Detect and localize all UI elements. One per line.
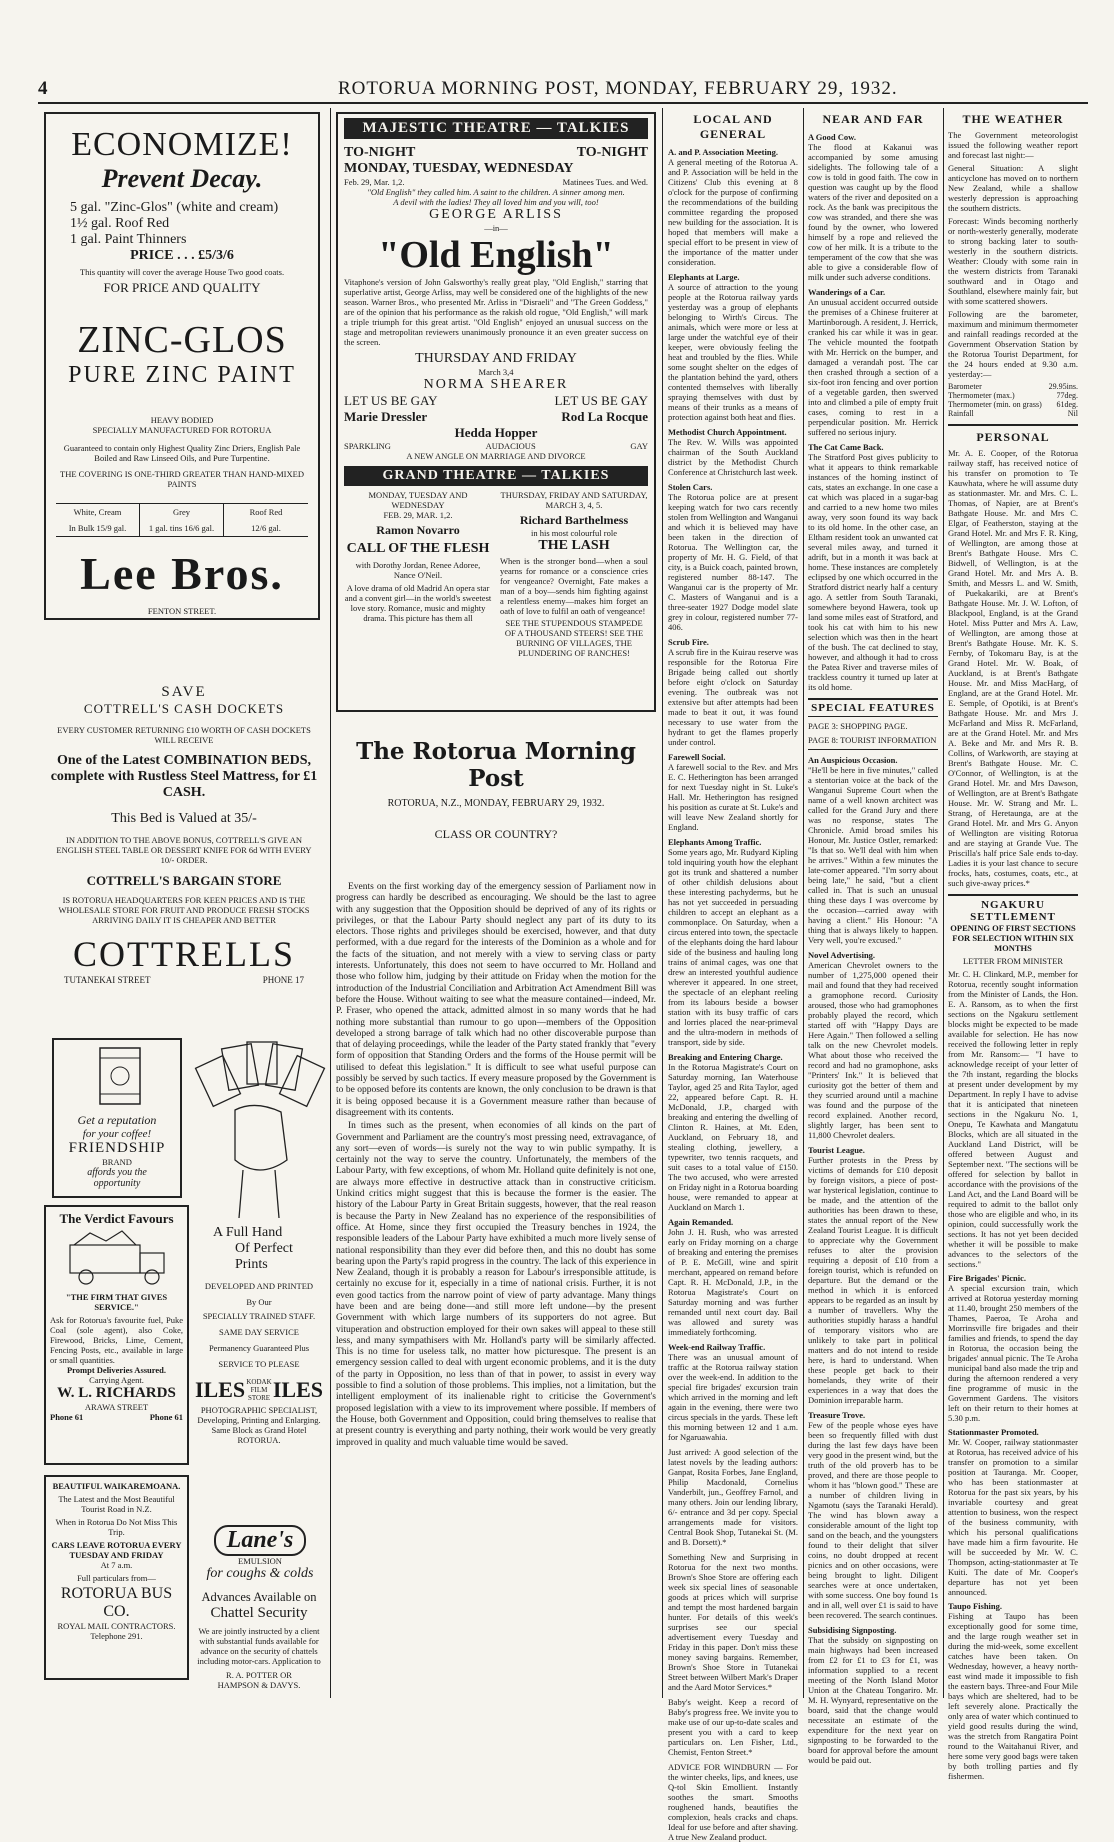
tag-1: SPARKLING (344, 441, 391, 451)
item-text: There was an unusual amount of traffic at the Rotorua railway station over the week-end. In addition to the special fire brigades' excursion train which arrived in the morning and left again in the evening, there were two circus specials in the yards. These left this morning between 12 and 1 a.m. for Ngaruawahia. (668, 1352, 798, 1442)
tonight-right: TO-NIGHT (576, 145, 648, 160)
ad-footer (50, 975, 318, 985)
weather-label: Thermometer (max.) (948, 391, 1015, 400)
ad-mail: ROYAL MAIL CONTRACTORS. (57, 1621, 176, 1631)
ad-verdict-favours (44, 1205, 189, 1465)
ad-title-2: Of Perfect Prints (235, 1241, 293, 1272)
table-cell: 1 gal. tins 16/6 gal. (140, 520, 224, 536)
item-heading: Wanderings of a Car. (808, 287, 886, 297)
item-text: The flood at Kakanui was accompanied by some amusing sidelights. The following tale of a cow is told in good faith. The cow in question was caught up by the flood waters of the river and deposited on a rock. As the bank was precipitous the cow was stranded, and there she was found by the owner, who lowered himself by a rope and relieved the cow of her milk. It is a tribute to the temperament of the cow that she was able to give a considerable flow of milk under such adverse conditions. (808, 142, 938, 282)
majestic-star: GEORGE ARLISS (429, 207, 563, 222)
taupo-text: Fishing at Taupo has been exceptionally good for some time, and the large rough weather set in during the mid-week, some excellent catches have been taken. On Wednesday, however, a heavy north-east wind made it impossible to fish the eastern bays. Three-and Four Mile bays which are sheltered, had to be left severely alone. Practically the only area of water which continued to yield good results during the wind, was the stretch from Rangatira Point round to the Waitahanui River, and here some very good bags were taken by both trolling parties and fly fishermen. (948, 1611, 1078, 1781)
personal-heading: PERSONAL (948, 424, 1078, 445)
ad-friendship-coffee (52, 1038, 182, 1198)
coffee-tin-icon (58, 1044, 178, 1108)
ad-firm: "THE FIRM THAT GIVES SERVICE." (65, 1292, 168, 1312)
ad-line-4: SAME DAY SERVICE (219, 1327, 299, 1337)
left-with: with Dorothy Jordan, Renee Adoree, Nance O'Neil. (355, 560, 481, 580)
item-text: That the subsidy on signposting on main highways had been increased from £2 for £1 to £3 for £1, was information supplied to a recent meeting of the North Island Motor Union at the Chateau Tongariro. Mr. M. H. Wynyard, representative on the board, said that the change would necessitate an estimate of the expenditure for the next year on signposting to be forwarded to the board for approval before the amount would be paid out. (808, 1635, 938, 1765)
ad-cottrells (44, 680, 324, 1020)
editorial-paragraph: Events on the first working day of the emergency session of Parliament now in progress can hardly be described as encouraging. We should be the last to agree with any suggestion that the Opposition should be deprived of any of its rights or privileges, or that the Labour Party should neglect any part of its duty to its electors. Those rights and privileges should be exercised, however, and that duty performed, with a due regard for the interests of the Dominion as a whole and for the facts of the situation, and not merely with a view to serving class or party interests. Unfortunately, this does not seem to have occurred to Mr. Holland and those who follow him, judging by their attitude on Friday when the motion for the introduction of the Industrial Conciliation and Arbitration Act Amendment Bill was before the House. Without waiting to see what the measure contained—indeed, Mr. P. Fraser, who opened the attack, admitted almost in so many words that he had nothing more substantial than rumour to go upon—members of the Opposition developed a strong barrage of talk which had no other discoverable purpose than that of delaying proceedings, while the leader of the Party stated frankly that "every form of opposition that Standing Orders and the forms of the House permit will be utilised to defeat this legislation." It is difficult to see what useful purpose can possibly be served by such tactics. If every measure proposed by the Government is to be opposed before its contents are known, the only conclusion to be drawn is that it is being opposed because it is a Government measure rather than because of disagreement with its contents. (336, 882, 656, 1118)
ad-sub: Chattel Security (210, 1605, 308, 1621)
right-blurb: When is the stronger bond—when a soul yearns for romance or a conscience cries for vengeance? Overnight, Fate makes a man of a boy—sends him fighting against a relentless enemy—makes him forget an oath of love to fulfil an oath of vengeance! (500, 556, 648, 616)
ad-beds: One of the Latest COMBINATION BEDS, complete with Rustless Steel Mattress, for £1 CASH. (50, 753, 318, 800)
left-blurb: A love drama of old Madrid An opera star and a convent girl—in the world's sweetest love story. Romance, music and mighty drama. This picture has them all (344, 583, 492, 623)
gay-right: LET US BE GAY (554, 393, 648, 408)
editorial-title: CLASS OR COUNTRY? (434, 827, 558, 841)
item-text: John J. H. Rush, who was arrested early on Friday morning on a charge of breaking and entering the premises of P. E. McGill, wine and spirit merchant, appeared on remand before Capt. R. H. McDonald, J.P., in the Rotorua Magistrate's Court on Saturday morning and was further remanded until next court day. Bail was allowed and surety was immediately forthcoming. (668, 1227, 798, 1337)
majestic-norma: NORMA SHEARER (423, 377, 569, 392)
cast-3: Hedda Hopper (454, 425, 538, 440)
ad-text: We are jointly instructed by a client with substantial funds available for advance on the security of chattels including motor-cars. Application to (197, 1626, 321, 1666)
fire-heading: Fire Brigades' Picnic. (948, 1273, 1026, 1283)
ad-note: This quantity will cover the average House Two good coats. (79, 267, 285, 277)
ad-firm: Lee Bros. (80, 548, 284, 599)
left-star: Ramon Novarro (376, 523, 460, 537)
column-rule (330, 108, 331, 1698)
item-heading: An Auspicious Occasion. (808, 755, 898, 765)
table-cell: Roof Red (249, 507, 283, 517)
ad-covering: THE COVERING IS ONE-THIRD GREATER THAN HAND-MIXED PAINTS (60, 469, 304, 489)
right-star: Richard Barthelmess (519, 513, 629, 527)
ad-text: Ask for Rotorua's favourite fuel, Puke Coal (sole agent), also Coke, Firewood, Bricks, Lime, Cement, Fencing Posts, etc., available in large or small quantities. (50, 1315, 183, 1365)
item-text: A source of attraction to the young people at the Rotorua railway yards yesterday was a group of elephants belonging to Wirth's Circus. The animals, which were more or less at large under the watchful eye of their keeper, were obviously feeling the heat and troubled by the flies. While some sought shelter on the edges of the plantation behind the yard, others contented themselves with liberally spraying themselves with dust by means of their trunks as a means of protection against both heat and flies. (668, 282, 798, 422)
station-text: Mr. W. Cooper, railway stationmaster at Rotorua, has received advice of his transfer on promotion to a similar position at Tauranga. Mr. Cooper, who has been stationmaster at Rotorua for the past six years, by his invariable courtesy and great attention to business, won the respect of the business community, with which his personal qualifications have made him a firm favourite. He will be succeeded by Mr. W. C. Thompson, acting-stationmaster at Te Kuiti. The date of Mr. Cooper's departure has not yet been announced. (948, 1437, 1078, 1597)
station-heading: Stationmaster Promoted. (948, 1427, 1039, 1437)
item-text: The Stratford Post gives publicity to what it appears to think remarkable instances of the homing instinct of cats, states an exchange. In one case a cat which was placed in a sugar-bag and carried to a new home two miles away, very soon found its way back to its old home. In the other case, an Eltham resident took an unwanted cat several miles away, and turned it adrift, but in a month it was back at home. These instances are completely eclipsed by one which occurred in the Stratford district nearly half a century ago. A settler from South Taranaki, somewhere beyond Hawera, took up land some miles east of Stratford, and took his cat with him to his new selection which was then in the heart of the bush. The cat declined to stay, however, and although it had to cross the Patea River and traverse miles of trackless country it turned up later at its old home. (808, 452, 938, 692)
ad-street: FENTON STREET. (147, 606, 217, 616)
item-text: A scrub fire in the Kuirau reserve was responsible for the Rotorua Fire Brigade being called out shortly before eight o'clock on Saturday evening. The outbreak was not extensive but after attempts had been made to beat it out, it was found necessary to use water from the hydrant to get the flames properly under control. (668, 647, 798, 747)
weather-forecast: Forecast: Winds becoming northerly or north-westerly generally, moderate to strong backing later to south-westerly in the southern districts. Weather: Cloudy with some rain in the western districts from Taranaki southward and in Otago and Southland, elsewhere mainly fair, but with some scattered showers. (948, 216, 1078, 306)
ad-phone: Telephone 291. (90, 1631, 143, 1641)
ad-phones (50, 1412, 183, 1422)
section-heading: NEAR AND FAR (822, 112, 924, 126)
gay-left: LET US BE GAY (344, 393, 438, 408)
grand-right (500, 490, 648, 658)
ad-name-2: HAMPSON & DAVYS. (217, 1680, 301, 1690)
right-column (948, 112, 1078, 1781)
ad-street: TUTANEKAI STREET (64, 975, 151, 985)
ad-advances (196, 1590, 322, 1700)
tag-2: AUDACIOUS (485, 441, 536, 451)
majestic-banner: MAJESTIC THEATRE — TALKIES (344, 118, 648, 139)
ad-line-4: At 7 a.m. (100, 1560, 133, 1570)
weather-intro: The Government meteorologist issued the following weather report and forecast last night:— (948, 130, 1078, 160)
ad-lee-bros (44, 112, 320, 620)
item-heading: Elephants at Large. (668, 272, 740, 282)
special-page-8: PAGE 8: TOURIST INFORMATION (808, 735, 938, 750)
gay-row (344, 393, 648, 409)
ad-line-2: When in Rotorua Do Not Miss This Trip. (55, 1517, 178, 1537)
ad-iles-left: ILES (195, 1377, 246, 1402)
weather-row (948, 382, 1078, 391)
weather-label: Thermometer (min. on grass) (948, 400, 1042, 409)
ad-phone: PHONE 17 (262, 975, 304, 985)
ad-line-5: Permanency Guaranteed Plus (208, 1343, 310, 1353)
item-heading: Week-end Railway Traffic. (668, 1342, 766, 1352)
left-dates: FEB. 29, MAR. 1,2. (383, 510, 453, 520)
ad-line-2: for your coffee! (82, 1128, 152, 1140)
item-text: The Rev. W. Wills was appointed chairman of the South Auckland district by the Methodist Church Conference at Christchurch last week. (668, 437, 798, 477)
ad-title-1: A Full Hand (213, 1225, 283, 1240)
ad-brand: FRIENDSHIP (68, 1140, 166, 1156)
ad-line-5: Full particulars from— (77, 1573, 156, 1583)
page-number: 4 (38, 78, 49, 99)
personal-text: Mr. A. E. Cooper, of the Rotorua railway staff, has received notice of his transfer on promotion to Te Kauwhata, where he will assume duty as stationmaster. Mr. and Mrs. C. L. Thomas, of Napier, are at Brent's Bathgate House. Mr. and Mrs C. Elgar, of Featherston, staying at the Grand Hotel. Mr. and Mrs F. R. King, of Wellington, are among those at Brent's Bathgate House. Mrs C. Bidwell, of Wellington, is at the Grand Hotel. Mr. and Mrs A. B. Smith, and Messrs L. and W. Smith, of Puekakariki, are at Brent's Bathgate House. Mr. J. W. Lofton, of Blackpool, England, is at the Grand Hotel. Miss Putter and Mrs A. Law, of Wellington, are among those at Brent's Bathgate House. Mr. K. S. Fernby, of Tokomaru Bay, is at the Grand Hotel. Mr. W. Boak, of Auckland, is at Brent's Bathgate House. Mr. and Miss MacHarg, of England, are at the Grand Hotel. Mr. E. Semple, of Opotiki, is at Brent's Bathgate House. Mr. and Mrs J. McFarland and Miss R. McFarland, are at the Grand Hotel. Mr. and Mrs A. Beke and Mr. and Mrs R. B. Collins, of Warkworth, are staying at Brent's Bathgate House. Mr. C. O'Connor, of Wellington, is at the Grand Hotel. Mr. and Mrs Dawson, of Wellington, are at Brent's Bathgate House. Mr. W. Strang and Mr. L. Strang, of Heretaunga, are at the Grand Hotel. Mr. and Mrs G. Anyon of Wellington are visiting Rotorua and are staying at Grande Vue. The Priscilla's half price Sale ends to-day. Ladies it is your last chance to secure frocks, hats, costumes, coats, etc., at such give-away prices.* (948, 448, 1078, 888)
ad-slogan: for coughs & colds (206, 1566, 314, 1581)
ad-line-1: Get a reputation (77, 1113, 157, 1127)
hand-of-cards-icon (195, 1030, 323, 1220)
theatre-ads (336, 112, 656, 712)
ad-line-4: affords you the (87, 1167, 147, 1178)
ad-company: ROTORUA BUS CO. (60, 1585, 173, 1620)
editorial-paragraph: In times such as the present, when economies of all kinds on the part of Government and Parliament are the country's most pressing need, extravagance, of any sort—even of words—is surely not the way to win public sympathy. It is certainly not the way to serve the country. Unfortunately, the members of the Labour Party, with few exceptions, of whom Mr. Holland quite definitely is not one, are always more effective in destructive attack than in constructive criticism. Unkind critics might suggest that this is because the former is the easier. The history of the Labour Party in Great Britain suggests, however, that the real reason is because the Party in New Zealand has no experience of the responsibilities of office. At Home, since they first occupied the Treasury benches in 1924, the responsible leaders of the Labour Party have exhibited a much more lively sense of national responsibility than they ever did before then, and this no doubt has some bearing upon the Party's rapid progress in the country. The lack of this experience in New Zealand, though it is probably a reason for Labour's irresponsible attitude, is certainly no excuse for it, especially in a time of national crisis. Further, it is not even good tactics from the narrow point of view of party advantage. Many things have been and are being done—and still more left undone—by the present Government with which large numbers of its supporters do not agree. But vituperation and obstruction employed for their own sakes will appeal to these still less, and many sympathisers with Mr. Holland's party will be similarly affected. This is no time for useless talk, no matter how picturesque. The present is an emergency session called to deal with urgent economic problems, and it is the duty of the party in Opposition, no less than of that in power, to assist in every way possible to find a solution of those problems. This implies, not a limitation, but the intelligent employment of its inalienable right to criticise the Government's proposed legislation with a view to its improvement where possible. If members of the House, both Government and Opposition, could bring themselves to realise that at present country is everything and party nothing, their work would be very greatly improved in quality and much valuable time would be saved. (336, 1121, 656, 1448)
near-list-2 (808, 755, 938, 1765)
special-page-3: PAGE 3: SHOPPING PAGE. (808, 721, 908, 731)
item-text: Further protests in the Press by victims of demands for £10 deposit by foreign visitors, a piece of post-war hysterical legislation, continue to be made, and the attention of the authorities has been drawn to these, states the annual report of the New Zealand Tourist League. It is difficult to appreciate why the Government refuses to alter the provision requiring a deposit of £10 from a foreign tourist, which is refunded on departure. But the demand or the method in which it is enforced appears to be regarded as an insult by a number of travellers. Why the authorities stupidly harass a handful of temporary visitors who are unlikely to take part in political matters and do not intend to reside here, is hard to understand. When these people get back to their homelands, they write of their experiences in a way that does the Dominion irreparable harm. (808, 1155, 938, 1405)
item-heading: Breaking and Entering Charge. (668, 1052, 783, 1062)
ad-line: EVERY CUSTOMER RETURNING £10 WORTH OF CASH DOCKETS WILL RECEIVE (57, 725, 311, 745)
ad-subtitle: Prevent Decay. (101, 164, 263, 193)
editorial (336, 720, 656, 1698)
ad-title: Advances Available on (201, 1590, 317, 1604)
taupo-heading: Taupo Fishing. (948, 1601, 1003, 1611)
left-days: MONDAY, TUESDAY AND WEDNESDAY (368, 490, 468, 510)
right-role: in his most colourful role (531, 528, 617, 538)
item-text: Some years ago, Mr. Rudyard Kipling told inquiring youth how the elephant got its trunk and shattered a number of other childish delusions about these interesting pachyderms, but he has not yet succeeded in persuading children to accept an elephant as a commonplace. On Saturday, when a circus entered into town, the spectacle of the elephants doing the hard labour side of the business and hauling long trains of animal cages, was one that drew an interested youthful audience wherever it appeared. In one street, the spectacle of an elephant reeling from its labours beside a bowser station with its busy traffic of cars and lorries placed the near-primeval and the ultra-modern in methods of transport, side by side. (668, 847, 798, 1047)
weather-row (948, 400, 1078, 409)
weather-general: General Situation: A slight anticyclone has moved on to northern New Zealand, while a shallow westerly depression is approaching the southern districts. (948, 163, 1078, 213)
item-heading: A. and P. Association Meeting. (668, 147, 778, 157)
item-text: Just arrived: A good selection of the latest novels by the leading authors: Ganpat, Rosita Forbes, Jane England, Philip Macdonald, Cornelius Vanderbilt, jun., Geoffrey Farnol, and many others. Join our lending library, 6/- entrance and 3d per copy. Special arrangements made for visitors. Central Book Shop, Tutanekai St. (M. and B. Dorsett).* (668, 1447, 798, 1547)
ad-price-table (56, 503, 308, 537)
item-heading: A Good Cow. (808, 132, 856, 142)
ad-dev: Developing, Printing and Enlarging. (197, 1415, 321, 1425)
ad-line-3: BRAND (102, 1157, 132, 1167)
ad-lanes-emulsion (200, 1525, 320, 1587)
item-heading: Scrub Fire. (668, 637, 709, 647)
ad-photo: PHOTOGRAPHIC SPECIALIST, (200, 1405, 318, 1415)
ad-line-1: DEVELOPED AND PRINTED (204, 1281, 314, 1291)
grand-left (344, 490, 492, 658)
ngakuru-letter: LETTER FROM MINISTER (962, 956, 1064, 966)
majestic-thf: THURSDAY AND FRIDAY (415, 351, 577, 366)
ad-brand-sub: PURE ZINC PAINT (68, 362, 296, 388)
ad-street: ARAWA STREET (84, 1402, 149, 1412)
item-text: Baby's weight. Keep a record of Baby's progress free. We invite you to make use of our up-to-date scales and present you with a card to keep particulars on. Len Fisher, Ltd., Chemist, Fenton Street.* (668, 1697, 798, 1757)
ad-phone-right: Phone 61 (149, 1412, 183, 1422)
majestic-tagline: A NEW ANGLE ON MARRIAGE AND DIVORCE (406, 451, 586, 461)
item-heading: Farewell Social. (668, 752, 726, 762)
ngakuru-heading: NGAKURU SETTLEMENT (948, 894, 1078, 923)
weather-row (948, 391, 1078, 400)
ad-sub: EMULSION (238, 1556, 282, 1566)
tag-3: GAY (630, 441, 648, 451)
ad-save: SAVE (161, 684, 207, 700)
item-heading: Stolen Cars. (668, 482, 713, 492)
item-heading: Novel Advertising. (808, 950, 876, 960)
ad-tag: FOR PRICE AND QUALITY (103, 280, 261, 295)
ad-iles-row (195, 1377, 323, 1403)
ad-iles-right: ILES (272, 1377, 323, 1402)
item-text: Few of the people whose eyes have been so frequently filled with dust during the last few days have been very good in the present wind, but the truth of the old proverb has to be proved, and there are those people to whom it has "blown good." These are a number of children living in Ngamotu (says the Taranaki Herald). The wind has blown away a considerable amount of the light top sand on the beach, and the youngsters found to their delight that silver coins, no doubt dropped at recent picnics and on other occasions, were being brought to light. Diligent searches were at once undertaken, with some success. One boy found 1s and in all, well over £1 is said to have been recovered. The search continues. (808, 1420, 938, 1620)
ad-line-3: CARS LEAVE ROTORUA EVERY TUESDAY AND FRIDAY (51, 1540, 182, 1560)
section-heading: LOCAL AND GENERAL (693, 112, 773, 141)
ad-line-2: By Our (246, 1297, 272, 1307)
ad-title: BEAUTIFUL WAIKAREMOANA. (52, 1481, 181, 1491)
item-text: An unusual accident occurred outside the premises of a Chinese fruiterer at Martinborough. A resident, J. Herrick, cranked his car while it was in gear. The vehicle mounted the footpath with Mr. Herrick on the bumper, and damaged a verandah post. The car then crashed through a section of a six-foot iron fencing and over portion of a vegetable garden, then swerved into and climbed a pile of empty fruit cases, coming to rest in a perpendicular position. Mr. Herrick suffered no serious injury. (808, 297, 938, 437)
tag-row (344, 441, 648, 451)
special-features-heading: SPECIAL FEATURES (808, 698, 938, 717)
ad-kodak: KODAK FILM STORE (246, 1378, 272, 1402)
table-cell: 12/6 gal. (251, 523, 281, 533)
local-list (668, 147, 798, 1842)
ad-town: ROTORUA. (237, 1435, 281, 1445)
cast-row (344, 409, 648, 425)
majestic-blurb: Vitaphone's version of John Galsworthy's really great play, "Old English," starring that superlative artist, George Arliss, may well be considered one of the highlights of the new season. Warner Bros., who presented Mr. Arliss in "Disraeli" and "The Green Goddess," are of the opinion that his performance as the rakish old rogue, "Old English," will mark a triple triumph for this great artist. "Old English" enjoyed an unusual success on the stage and metropolitan reviewers unanimously pronounce it an even greater success on the screen. (344, 277, 648, 347)
ad-same: Same Block as Grand Hotel (211, 1425, 307, 1435)
ad-title: COTTRELL'S CASH DOCKETS (83, 701, 285, 716)
majestic-dates: Feb. 29, Mar. 1,2. (344, 177, 405, 187)
ad-guarantee: Guaranteed to contain only Highest Quality Zinc Driers, English Pale Boiled and Raw Linseed Oils, and Pure Turpentine. (63, 443, 301, 463)
right-dates: MARCH 3, 4, 5. (545, 500, 603, 510)
coal-truck-icon (50, 1227, 185, 1287)
majestic-days: MONDAY, TUESDAY, WEDNESDAY (344, 161, 574, 176)
editorial-dateline: ROTORUA, N.Z., MONDAY, FEBRUARY 29, 1932. (387, 798, 605, 809)
ad-prompt: Prompt Deliveries Assured. (66, 1365, 167, 1375)
tonight-row (344, 145, 648, 161)
item-text: American Chevrolet owners to the number of 1,275,000 opened their mail and found that they had received a gramophone record. Curiosity aroused, those who had gramophones probably played the record, which started off with "Happy Days are Here Again." Then followed a selling talk on the new Chevrolet models. What about those who received the record and had no gramophone, asks "Printers' Ink." It is believed that curiosity got the better of them and they scurried around until a machine was found and the purpose of the record explained. Another record, slightly larger, has been sent to 11,800 Chevrolet dealers. (808, 960, 938, 1140)
weather-value: 29.95ins. (1048, 382, 1078, 391)
grand-columns (344, 490, 648, 658)
near-list (808, 132, 938, 692)
table-cell: Grey (140, 504, 224, 520)
ad-line-5: opportunity (93, 1178, 141, 1189)
table-cell: White, Cream (56, 504, 140, 520)
weather-row (948, 409, 1078, 418)
fire-text: A special excursion train, which arrived at Rotorua yesterday morning at 11.40, brought 250 members of the Thames, Paeroa, Te Aroha and Morrinsville fire brigades and their families and friends, to spend the day in Rotorua, the occasion being the brigades' annual picnic. The Te Aroha municipal band also made the trip and during the afternoon rendered a very fine programme of music in the Government Gardens. The visitors left on their return to their homes at 5.30 p.m. (948, 1283, 1078, 1423)
ad-line-6: SERVICE TO PLEASE (218, 1359, 300, 1369)
ad-name: R. A. POTTER OR (226, 1670, 292, 1680)
weather-following: Following are the barometer, maximum and minimum thermometer and rainfall readings recorded at the Government Observation Station by the Rotorua Tourist Department, for the 24 hours ended at 9.30 a.m. yesterday:— (948, 309, 1078, 379)
ad-special: SPECIALLY MANUFACTURED FOR ROTORUA (92, 425, 272, 435)
item-text: A general meeting of the Rotorua A. and P. Association will be held in the Citizens' Club this evening at 8 o'clock for the purpose of confirming the recommendations of the building committee regarding the proposed new building for the association. It is hoped that members will make a special effort to be present in view of the importance of the matter under consideration. (668, 157, 798, 267)
page-masthead: ROTORUA MORNING POST, MONDAY, FEBRUARY 29, 1932. (338, 78, 898, 99)
ad-bonus: IN ADDITION TO THE ABOVE BONUS, COTTRELL'S GIVE AN ENGLISH STEEL TABLE OR DESSERT KNIFE FOR 6d WITH EVERY 10/- ORDER. (56, 835, 312, 865)
cast-2: Rod La Rocque (561, 409, 648, 424)
table-cell: In Bulk 15/9 gal. (56, 520, 140, 536)
weather-value: 61deg. (1056, 400, 1078, 409)
weather-value: 77deg. (1056, 391, 1078, 400)
near-and-far (808, 112, 938, 1765)
item-heading: Treasure Trove. (808, 1410, 866, 1420)
ad-line-3: 1 gal. Paint Thinners (70, 232, 187, 247)
item-heading: Elephants Among Traffic. (668, 837, 762, 847)
item-text: In the Rotorua Magistrate's Court on Saturday morning, Ian Waterhouse Taylor, aged 25 and Rita Taylor, aged 22, appeared before Capt. R. H. McDonald, J.P., charged with breaking and entering the dwelling of Clinton R. Haines, at Mt. Eden, Auckland, on February 18, and stealing clothing, jewellery, a typewriter, two tennis racquets, and suit cases to a total value of £150. The two accused, who were arrested on Friday night in a Rotorua boarding house, were remanded to appear at Auckland on March 1. (668, 1062, 798, 1212)
item-heading: The Cat Came Back. (808, 442, 884, 452)
ad-waikaremoana (44, 1475, 189, 1680)
weather-heading: THE WEATHER (962, 112, 1064, 126)
ad-line-2: 1½ gal. Roof Red (70, 216, 170, 231)
dates-row (344, 177, 648, 187)
ad-heavy: HEAVY BODIED (150, 415, 214, 425)
ad-title: The Verdict Favours (59, 1211, 174, 1226)
ad-name: W. L. RICHARDS (57, 1385, 176, 1401)
cast-1: Marie Dressler (344, 409, 428, 424)
item-heading: Tourist League. (808, 1145, 865, 1155)
ad-title: ECONOMIZE! (71, 126, 293, 163)
header-rule (38, 102, 1088, 104)
tonight-left: TO-NIGHT (344, 145, 416, 160)
right-days: THURSDAY, FRIDAY AND SATURDAY, (500, 490, 648, 500)
ad-bargain: COTTRELL'S BARGAIN STORE (86, 873, 282, 888)
left-film: CALL OF THE FLESH (346, 541, 490, 556)
column-rule (803, 108, 804, 1698)
majestic-film: "Old English" (378, 234, 614, 276)
item-text: "He'll be here in five minutes," called a stentorian voice at the back of the Wanganui Supreme Court when the name of a well known architect was called for the Grand Jury and there was no response, states The Chronicle. Amid broad smiles his Honour, Mr. Justice Ostler, remarked: "Is that so. We'll deal with him when he arrives." Within a few minutes the late-comer appeared. "I'm sorry about being late," he said, "but a client called in. That is such an unusual thing these days I was overcome by the occasion—carried away with having a client." His Honour: "A thing that is always likely to happen. Very well, you're excused." (808, 765, 938, 945)
ad-phone-left: Phone 61 (50, 1412, 84, 1422)
item-text: A farewell social to the Rev. and Mrs E. C. Hetherington has been arranged for next Tuesday night in St. Luke's Hall. Mr. Hetherington has resigned his position as curate at St. Luke's and will leave New Zealand shortly for England. (668, 762, 798, 832)
weather-table (948, 382, 1078, 418)
ngakuru-text: Mr. C. H. Clinkard, M.P., member for Rotorua, recently sought information from the Minister of Lands, the Hon. E. A. Ransom, as to when the first sections on the Ngakuru settlement blocks might be expected to be made available for selection. He has now received the following letter in reply from Mr. Ransom:— "I have to acknowledge receipt of your letter of the 7th instant, regarding the blocks at present under development by my Department. In reply I have to advise that it is anticipated that nineteen sections in the Ngakuru No. 1, Onepu, Te Kawhata and Mangatutu Blocks, which are all situated in the Auckland Land District, will be offered between August and September next. "The sections will be offered for selection by ballot in accordance with the provisions of the Land Act, and the Land Board will be required to admit to the ballot only those who are eligible and who, in its opinion, could successfully work the sections. It has not yet been decided whether it will be possible to make advances to the selectors of the sections." (948, 969, 1078, 1269)
column-rule (943, 108, 944, 1698)
local-and-general (668, 112, 798, 1842)
right-film: THE LASH (538, 538, 610, 553)
column-rule (662, 108, 663, 1698)
page-header (38, 78, 1088, 100)
weather-label: Rainfall (948, 409, 974, 418)
majestic-quote: "Old English" they called him. A saint to the children. A sinner among men. A devil with the ladies! They all loved him and you will, too! (367, 187, 625, 207)
ad-price: PRICE . . . £5/3/6 (130, 248, 234, 263)
item-text: ADVICE FOR WINDBURN — For the winter cheeks, lips, and knees, use Q-tol Skin Emollient. Instantly soothes the smart. Smooths roughened hands, beautifies the complexion, heals cracks and chaps. Ideal for use before and after shaving. A true New Zealand product. (668, 1762, 798, 1842)
item-text: Something New and Surprising in Rotorua for the next two months. Brown's Shoe Store are offering each week six special lines of seasonable goods at prices which will surprise and tempt the most hardened bargain hunter. For details of this week's surprises see our special advertisement every Tuesday and Friday in this paper. Don't miss these money saving bargains. Remember, Brown's Shoe Store in Tutanekai Street between Wilbert Mark's Draper and the Aard Motor Services.* (668, 1552, 798, 1692)
majestic-march: March 3,4 (478, 367, 514, 377)
majestic-matinees: Matinees Tues. and Wed. (562, 177, 648, 187)
ad-full-hand (195, 1030, 323, 1518)
ad-name: COTTRELLS (73, 934, 295, 974)
item-heading: Methodist Church Appointment. (668, 427, 787, 437)
weather-label: Barometer (948, 382, 982, 391)
ad-valued: This Bed is Valued at 35/- (111, 811, 257, 826)
ad-line-3: SPECIALLY TRAINED STAFF. (202, 1311, 316, 1321)
ad-hq: IS ROTORUA HEADQUARTERS FOR KEEN PRICES AND IS THE WHOLESALE STORE FOR FRUIT AND PRODUCE FRESH STOCKS ARRIVING DAILY IT IS CHEAPER AND BETTER (58, 895, 310, 925)
ad-brand: ZINC-GLOS (77, 319, 287, 361)
ad-brand: Lane's (214, 1525, 306, 1556)
item-heading: Subsidising Signposting. (808, 1625, 897, 1635)
majestic-in: —in— (484, 223, 508, 233)
right-see: SEE THE STUPENDOUS STAMPEDE OF A THOUSAND STEERS! SEE THE BURNING OF VILLAGES, THE PLUNDERING OF RANCHES! (504, 618, 644, 658)
ad-line-1: The Latest and the Most Beautiful Tourist Road in N.Z. (58, 1494, 175, 1514)
editorial-masthead: The Rotorua Morning Post (356, 738, 636, 792)
item-text: The Rotorua police are at present keeping watch for two cars recently stolen from Wellington and Wanganui and which it is believed may have been taken in the direction of Rotorua. The Wellington car, the property of Mr. H. G. Field, of that city, is a Buick coach, painted brown, registered number 88-147. The Wanganui car is the property of Mr. C. Masters of Wanganui and is a three-seater 1927 Dodge model slate grey in colour, registered number 77-406. (668, 492, 798, 632)
grand-banner: GRAND THEATRE — TALKIES (344, 466, 648, 486)
weather-value: Nil (1067, 409, 1078, 418)
ngakuru-sub: OPENING OF FIRST SECTIONS FOR SELECTION WITHIN SIX MONTHS (950, 923, 1076, 953)
ad-line-1: 5 gal. "Zinc-Glos" (white and cream) (70, 200, 279, 215)
ad-carrying: Carrying Agent. (89, 1375, 144, 1385)
item-heading: Again Remanded. (668, 1217, 734, 1227)
